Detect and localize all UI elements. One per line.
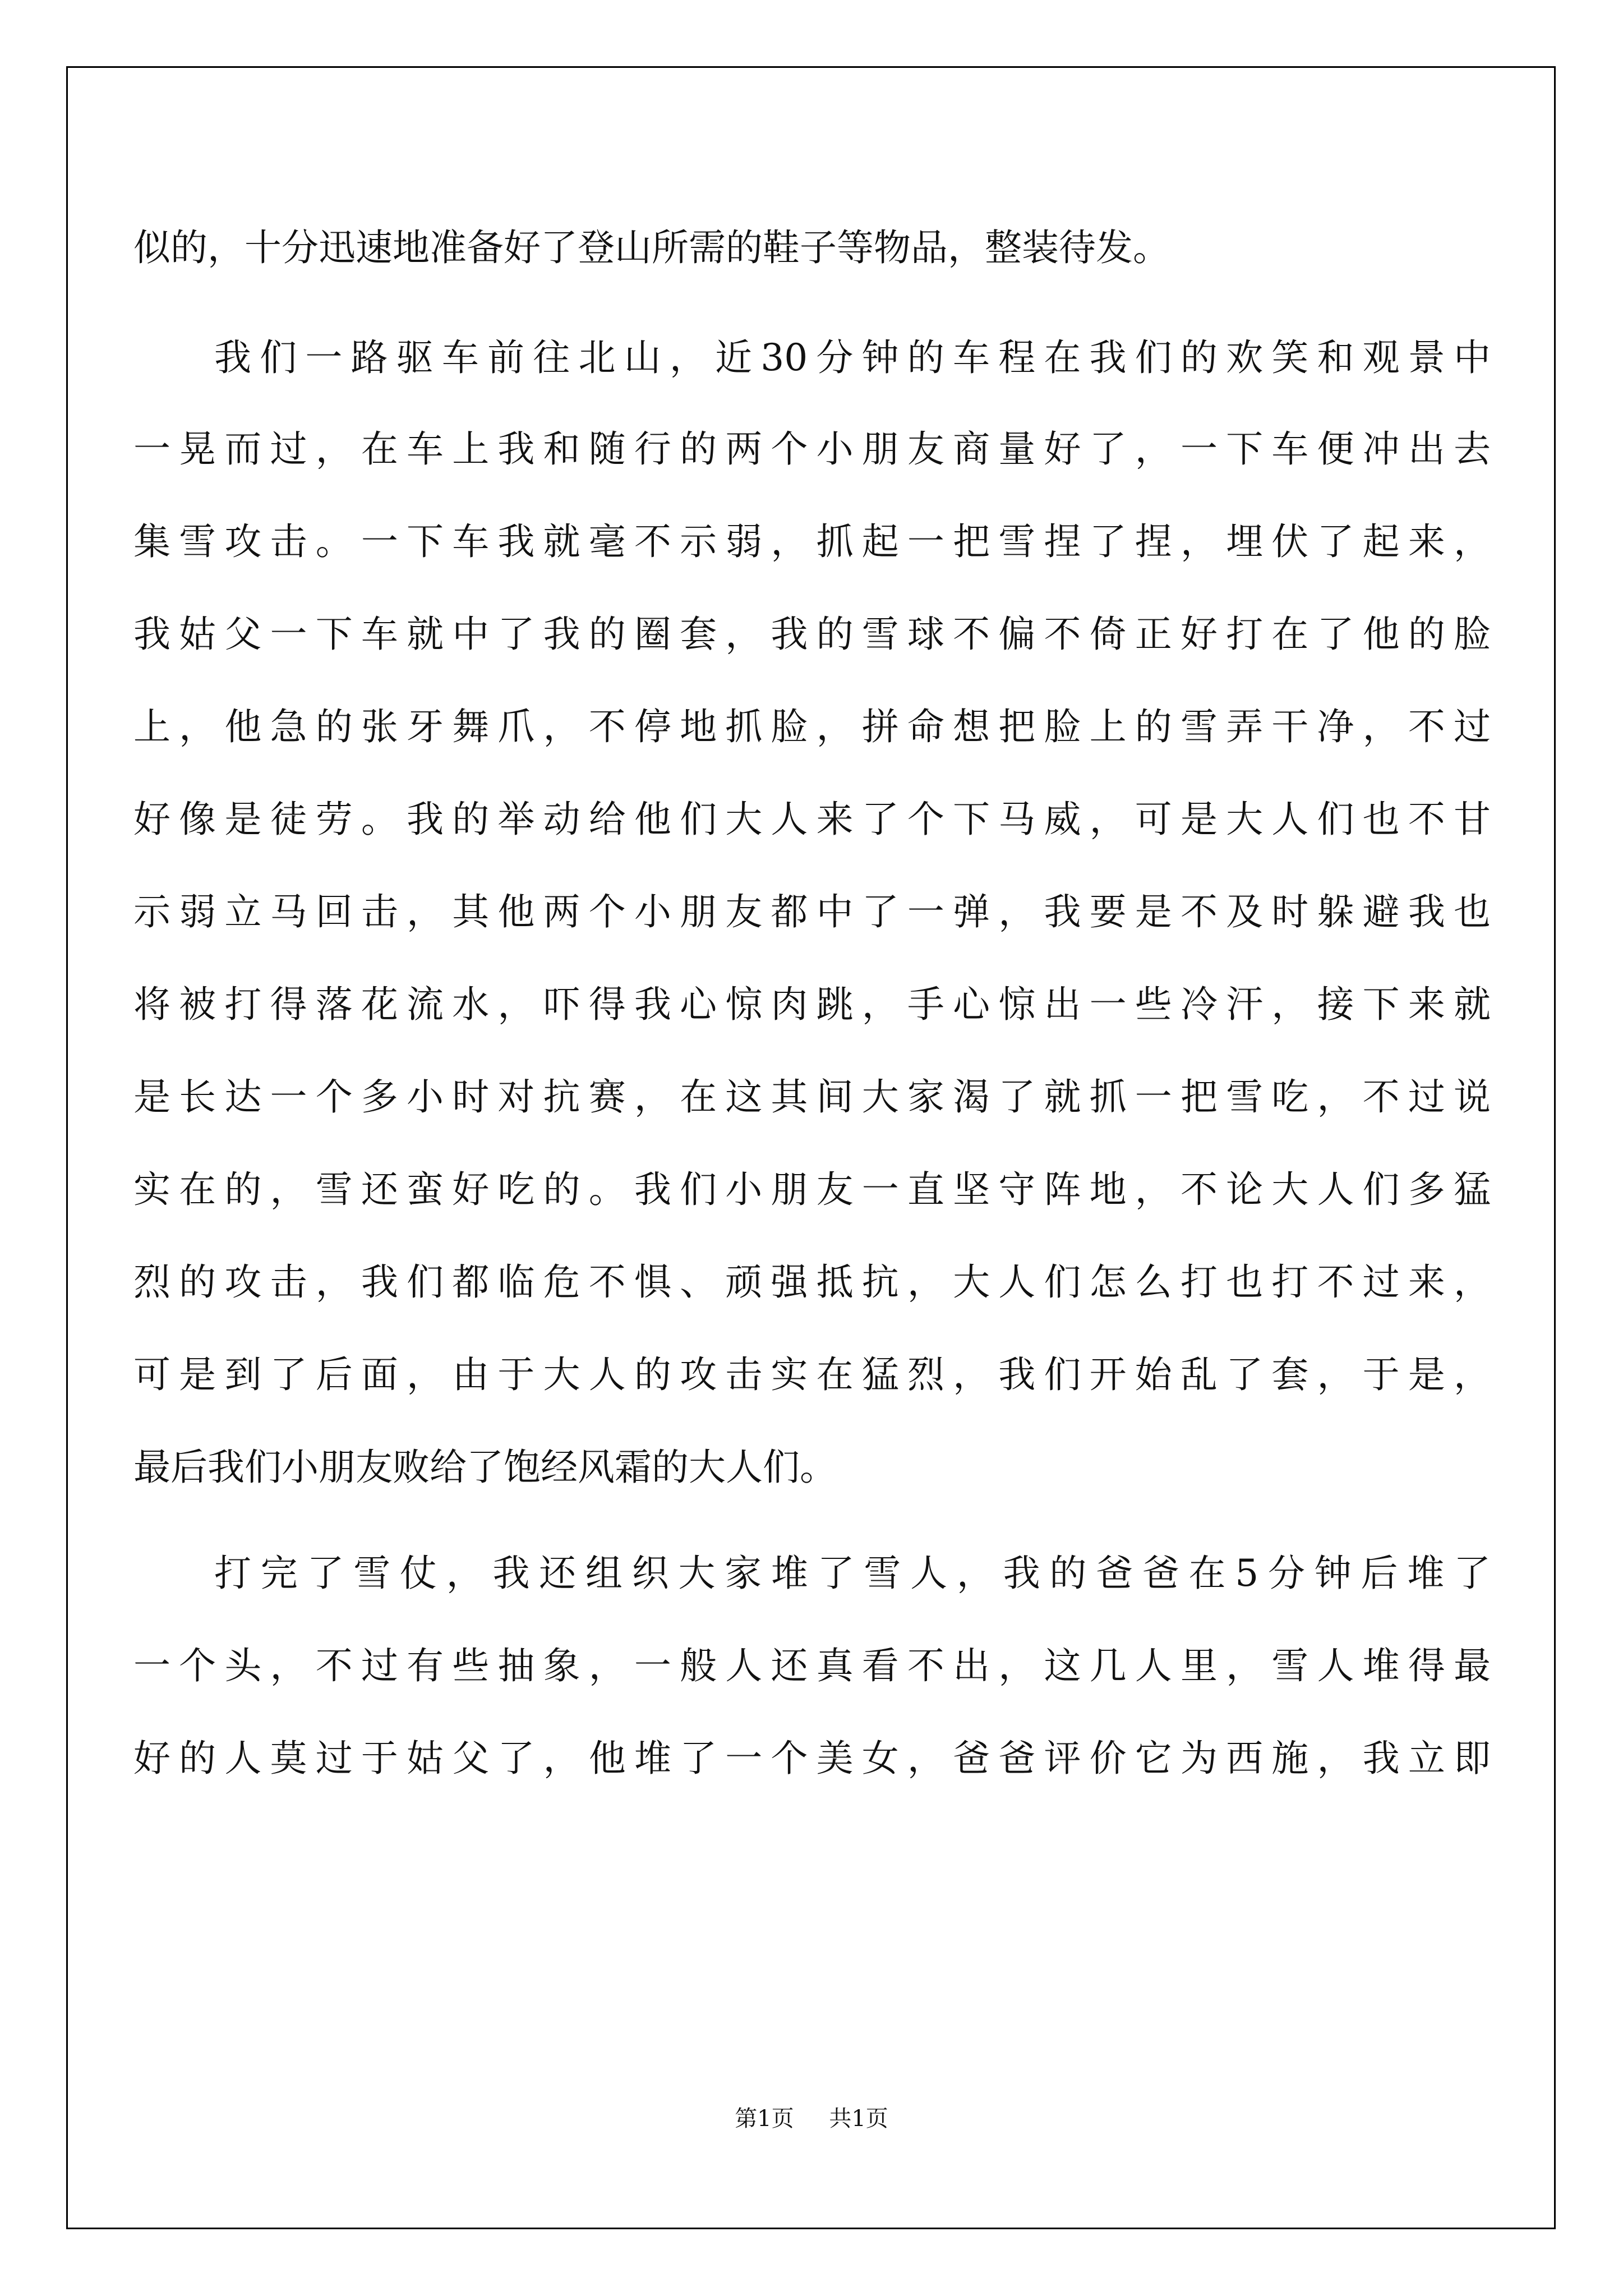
text-line-17: 好的人莫过于姑父了，他堆了一个美女，爸爸评价它为西施，我立即 bbox=[133, 1737, 1491, 1780]
page-number-current: 第1页 bbox=[735, 2106, 794, 2132]
text-line-6: 上，他急的张牙舞爪，不停地抓脸，拼命想把脸上的雪弄干净，不过 bbox=[133, 705, 1491, 748]
text-line-16: 一个头，不过有些抽象，一般人还真看不出，这几人里，雪人堆得最 bbox=[133, 1644, 1491, 1687]
text-line-3: 一晃而过，在车上我和随行的两个小朋友商量好了，一下车便冲出去 bbox=[133, 427, 1491, 471]
text-line-12: 烈的攻击，我们都临危不惧、顽强抵抗，大人们怎么打也打不过来， bbox=[133, 1260, 1491, 1304]
text-line-8: 示弱立马回击，其他两个小朋友都中了一弹，我要是不及时躲避我也 bbox=[133, 890, 1491, 933]
page-footer bbox=[0, 2101, 1623, 2133]
text-line-14: 最后我们小朋友败给了饱经风霜的大人们。 bbox=[133, 1446, 837, 1489]
text-line-15: 打完了雪仗，我还组织大家堆了雪人，我的爸爸在5分钟后堆了 bbox=[214, 1552, 1491, 1595]
text-line-4: 集雪攻击。一下车我就毫不示弱，抓起一把雪捏了捏，埋伏了起来， bbox=[133, 520, 1491, 563]
text-line-13: 可是到了后面，由于大人的攻击实在猛烈，我们开始乱了套，于是， bbox=[133, 1353, 1491, 1396]
text-line-5: 我姑父一下车就中了我的圈套，我的雪球不偏不倚正好打在了他的脸 bbox=[133, 613, 1491, 656]
text-line-1: 似的，十分迅速地准备好了登山所需的鞋子等物品，整装待发。 bbox=[133, 226, 1170, 269]
text-line-9: 将被打得落花流水，吓得我心惊肉跳，手心惊出一些冷汗，接下来就 bbox=[133, 983, 1491, 1026]
text-line-11: 实在的，雪还蛮好吃的。我们小朋友一直坚守阵地，不论大人们多猛 bbox=[133, 1168, 1491, 1211]
text-line-10: 是长达一个多小时对抗赛，在这其间大家渴了就抓一把雪吃，不过说 bbox=[133, 1075, 1491, 1119]
text-line-7: 好像是徒劳。我的举动给他们大人来了个下马威，可是大人们也不甘 bbox=[133, 798, 1491, 841]
text-line-2: 我们一路驱车前往北山，近30分钟的车程在我们的欢笑和观景中 bbox=[214, 336, 1491, 379]
page-number-total: 共1页 bbox=[829, 2106, 888, 2132]
